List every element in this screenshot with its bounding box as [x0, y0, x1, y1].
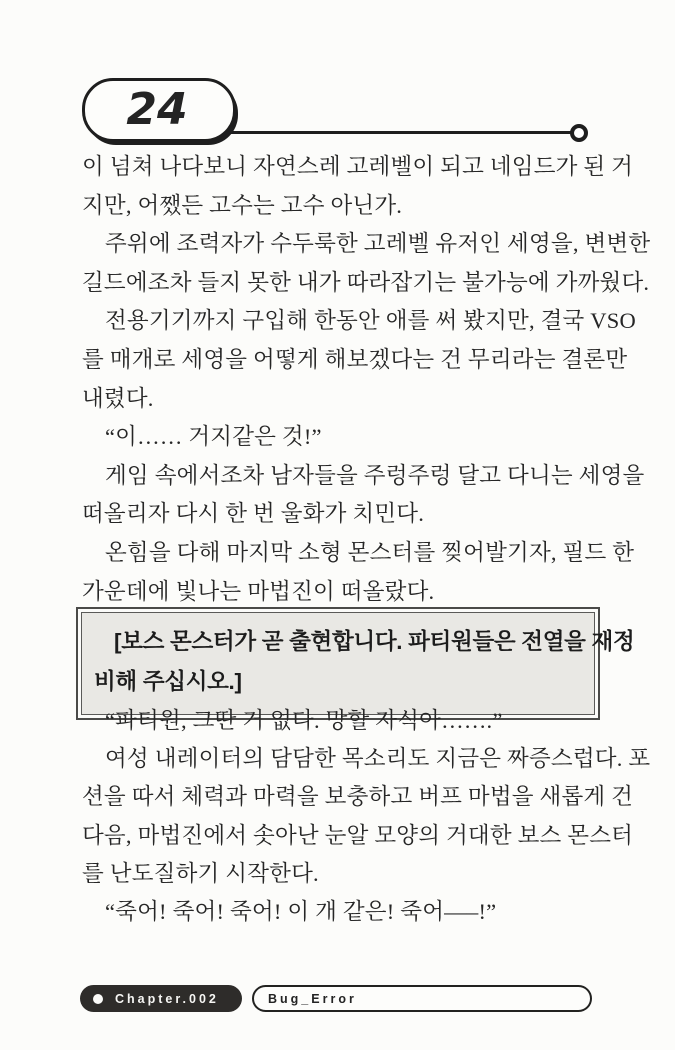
text-line: 떠올리자 다시 한 번 울화가 치민다. [82, 501, 425, 527]
text-line-dialogue: “이…… 거지같은 것!” [105, 424, 322, 450]
notice-text-line: [보스 몬스터가 곧 출현합니다. 파티원들은 전열을 재정 [114, 629, 635, 654]
page-number: 24 [126, 84, 188, 135]
text-line: 다음, 마법진에서 솟아난 눈알 모양의 거대한 보스 몬스터 [82, 822, 634, 848]
text-line: 를 매개로 세영을 어떻게 해보겠다는 건 무리라는 결론만 [82, 346, 628, 372]
text-line: 이 넘쳐 나다보니 자연스레 고레벨이 되고 네임드가 된 거 [82, 154, 634, 179]
system-notice-inner [81, 612, 635, 715]
footer-section-badge [252, 985, 592, 1012]
notice-text-line: 비해 주십시오.] [94, 669, 242, 694]
text-line: 지만, 어쨌든 고수는 고수 아닌가. [82, 192, 403, 218]
body-text-bottom [82, 702, 651, 931]
text-line: 내렸다. [82, 385, 154, 411]
text-line: 게임 속에서조차 남자들을 주렁주렁 달고 다니는 세영을 [105, 462, 645, 488]
text-line-dialogue: “파티원, 그딴 거 없다. 망할 자식아…….” [105, 708, 503, 733]
page-number-badge [82, 78, 236, 142]
header-rule-line [225, 131, 573, 134]
text-line: 가운데에 빛나는 마법진이 떠올랐다. [82, 578, 435, 604]
text-line: 주위에 조력자가 수두룩한 고레벨 유저인 세영을, 변변한 [105, 231, 651, 257]
section-label: Bug_Error [268, 991, 357, 1006]
text-line: 션을 따서 체력과 마력을 보충하고 버프 마법을 새롭게 건 [82, 784, 634, 810]
body-text-top [82, 148, 651, 611]
bullet-dot-icon [93, 994, 103, 1004]
header-rule-end-ring-icon [570, 124, 588, 142]
text-line: 전용기기까지 구입해 한동안 애를 써 봤지만, 결국 VSO [105, 308, 636, 334]
text-line: 길드에조차 들지 못한 내가 따라잡기는 불가능에 가까웠다. [82, 269, 650, 295]
chapter-label: Chapter.002 [115, 991, 219, 1006]
text-line: 온힘을 다해 마지막 소형 몬스터를 찢어발기자, 필드 한 [105, 539, 635, 565]
text-line: 를 난도질하기 시작한다. [82, 860, 319, 886]
footer-chapter-badge [80, 985, 242, 1012]
text-line: 여성 내레이터의 담담한 목소리도 지금은 짜증스럽다. 포 [105, 746, 651, 772]
text-line-dialogue: “죽어! 죽어! 죽어! 이 개 같은! 죽어–––!” [105, 899, 497, 925]
